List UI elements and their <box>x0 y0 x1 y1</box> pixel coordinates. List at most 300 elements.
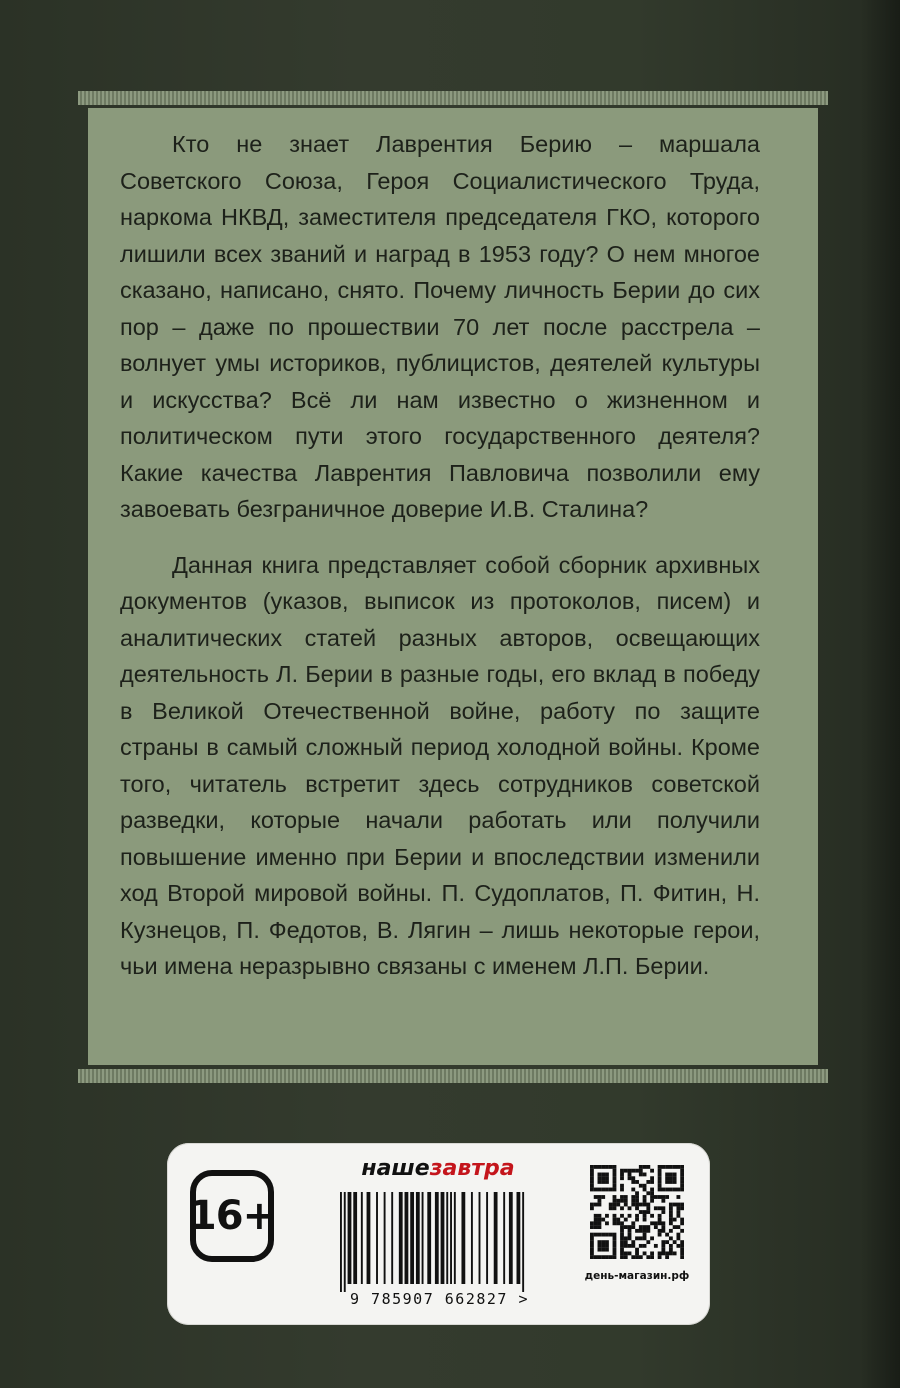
qr-module <box>646 1255 650 1259</box>
qr-module <box>613 1244 617 1248</box>
qr-module <box>658 1195 662 1199</box>
publisher-logo-part2: завтра <box>429 1156 515 1181</box>
qr-module <box>661 1199 665 1203</box>
qr-module <box>594 1255 598 1259</box>
qr-module <box>613 1236 617 1240</box>
qr-module <box>631 1176 635 1180</box>
qr-module <box>669 1206 673 1210</box>
qr-module <box>680 1169 684 1173</box>
qr-module <box>646 1210 650 1214</box>
qr-module <box>635 1169 639 1173</box>
qr-module <box>676 1236 680 1240</box>
qr-module <box>669 1176 673 1180</box>
qr-module <box>650 1251 654 1255</box>
qr-module <box>669 1229 673 1233</box>
barcode-bar <box>494 1192 498 1284</box>
website-url: день-магазин.рф <box>584 1270 690 1282</box>
qr-module <box>635 1255 639 1259</box>
barcode-bar <box>479 1192 481 1284</box>
qr-module <box>598 1165 602 1169</box>
qr-module <box>658 1206 662 1210</box>
qr-module <box>613 1255 617 1259</box>
barcode-bar <box>416 1192 420 1284</box>
qr-module <box>590 1203 594 1207</box>
qr-module <box>643 1184 647 1188</box>
qr-module <box>661 1229 665 1233</box>
qr-module <box>631 1195 635 1199</box>
qr-module <box>680 1221 684 1225</box>
qr-module <box>665 1255 669 1259</box>
qr-module <box>590 1176 594 1180</box>
qr-module <box>665 1188 669 1192</box>
qr-module <box>605 1244 609 1248</box>
qr-module <box>631 1221 635 1225</box>
qr-module <box>635 1191 639 1195</box>
barcode-bar <box>399 1192 403 1284</box>
barcode-bar <box>384 1192 386 1284</box>
qr-module <box>650 1236 654 1240</box>
qr-module <box>605 1221 609 1225</box>
qr-module <box>665 1176 669 1180</box>
qr-module <box>646 1180 650 1184</box>
qr-module <box>650 1199 654 1203</box>
qr-module <box>605 1214 609 1218</box>
qr-module <box>676 1203 680 1207</box>
qr-module <box>605 1240 609 1244</box>
qr-module <box>620 1233 624 1237</box>
qr-module <box>624 1255 628 1259</box>
qr-module <box>661 1195 665 1199</box>
age-rating-badge: 16+ <box>190 1170 274 1262</box>
qr-module <box>620 1214 624 1218</box>
qr-module <box>590 1251 594 1255</box>
qr-module <box>680 1203 684 1207</box>
qr-module <box>624 1195 628 1199</box>
qr-module <box>658 1169 662 1173</box>
qr-module <box>669 1236 673 1240</box>
qr-module <box>594 1165 598 1169</box>
qr-module <box>590 1206 594 1210</box>
qr-module <box>650 1255 654 1259</box>
qr-module <box>620 1251 624 1255</box>
qr-module <box>598 1180 602 1184</box>
qr-module <box>635 1180 639 1184</box>
qr-module <box>605 1233 609 1237</box>
qr-module <box>613 1199 617 1203</box>
qr-module <box>673 1188 677 1192</box>
qr-module <box>658 1255 662 1259</box>
qr-module <box>665 1240 669 1244</box>
qr-module <box>643 1199 647 1203</box>
qr-module <box>628 1229 632 1233</box>
qr-module <box>598 1195 602 1199</box>
qr-module <box>620 1244 624 1248</box>
qr-module <box>594 1218 598 1222</box>
qr-module <box>598 1244 602 1248</box>
qr-module <box>658 1251 662 1255</box>
qr-module <box>590 1184 594 1188</box>
qr-module <box>646 1203 650 1207</box>
qr-module <box>650 1221 654 1225</box>
qr-module <box>654 1225 658 1229</box>
qr-module <box>628 1225 632 1229</box>
barcode-bar <box>376 1192 378 1284</box>
qr-module <box>598 1203 602 1207</box>
qr-module <box>613 1169 617 1173</box>
qr-module <box>601 1248 605 1252</box>
qr-module <box>620 1195 624 1199</box>
qr-module <box>661 1240 665 1244</box>
qr-module <box>590 1244 594 1248</box>
barcode-bar <box>486 1192 488 1284</box>
barcode-bar <box>446 1192 448 1284</box>
qr-module <box>665 1173 669 1177</box>
qr-module <box>598 1218 602 1222</box>
qr-module <box>609 1233 613 1237</box>
qr-module <box>680 1251 684 1255</box>
qr-module <box>631 1199 635 1203</box>
qr-module <box>598 1248 602 1252</box>
barcode-bar <box>450 1192 452 1284</box>
qr-module <box>620 1225 624 1229</box>
qr-module <box>598 1225 602 1229</box>
qr-module <box>635 1251 639 1255</box>
barcode-bar <box>391 1192 393 1284</box>
qr-module <box>661 1244 665 1248</box>
qr-module <box>639 1165 643 1169</box>
qr-module <box>601 1233 605 1237</box>
qr-module <box>598 1173 602 1177</box>
qr-module <box>620 1240 624 1244</box>
barcode-bar <box>427 1192 431 1284</box>
qr-module <box>669 1251 673 1255</box>
qr-module <box>669 1221 673 1225</box>
qr-module <box>639 1173 643 1177</box>
barcode-bar <box>503 1192 505 1284</box>
qr-module <box>643 1214 647 1218</box>
qr-module <box>643 1233 647 1237</box>
barcode-bar <box>422 1192 424 1284</box>
qr-module <box>613 1173 617 1177</box>
qr-module <box>594 1233 598 1237</box>
qr-module <box>639 1236 643 1240</box>
qr-module <box>631 1188 635 1192</box>
qr-module <box>673 1173 677 1177</box>
qr-module <box>628 1244 632 1248</box>
qr-module <box>680 1206 684 1210</box>
qr-module <box>605 1180 609 1184</box>
qr-module <box>624 1251 628 1255</box>
qr-module <box>590 1236 594 1240</box>
barcode-bar <box>361 1192 363 1284</box>
qr-module <box>639 1169 643 1173</box>
qr-module <box>661 1248 665 1252</box>
qr-module <box>613 1188 617 1192</box>
qr-module <box>661 1225 665 1229</box>
qr-module <box>620 1188 624 1192</box>
qr-module <box>598 1255 602 1259</box>
qr-module <box>650 1188 654 1192</box>
barcode-bar <box>454 1192 456 1284</box>
qr-module <box>620 1176 624 1180</box>
qr-module <box>605 1176 609 1180</box>
qr-module <box>624 1236 628 1240</box>
qr-module <box>620 1169 624 1173</box>
qr-module <box>639 1210 643 1214</box>
qr-module <box>628 1251 632 1255</box>
qr-module <box>631 1225 635 1229</box>
qr-module <box>613 1251 617 1255</box>
qr-module <box>635 1236 639 1240</box>
qr-module <box>613 1218 617 1222</box>
qr-module <box>631 1240 635 1244</box>
qr-module <box>661 1206 665 1210</box>
barcode-bar <box>441 1192 445 1284</box>
qr-module <box>643 1251 647 1255</box>
qr-module <box>650 1214 654 1218</box>
qr-module <box>646 1240 650 1244</box>
qr-module <box>673 1165 677 1169</box>
qr-module <box>613 1203 617 1207</box>
qr-module <box>643 1218 647 1222</box>
qr-module <box>639 1244 643 1248</box>
qr-module <box>673 1240 677 1244</box>
qr-module <box>613 1165 617 1169</box>
qr-code-icon <box>590 1165 684 1259</box>
qr-module <box>613 1248 617 1252</box>
qr-module <box>601 1195 605 1199</box>
qr-module <box>658 1173 662 1177</box>
qr-module <box>680 1240 684 1244</box>
qr-module <box>669 1203 673 1207</box>
qr-module <box>639 1229 643 1233</box>
qr-module <box>620 1248 624 1252</box>
qr-module <box>624 1240 628 1244</box>
qr-module <box>620 1229 624 1233</box>
qr-module <box>639 1255 643 1259</box>
qr-module <box>669 1248 673 1252</box>
qr-module <box>676 1214 680 1218</box>
barcode-bar <box>522 1192 524 1292</box>
qr-module <box>676 1233 680 1237</box>
qr-module <box>590 1165 594 1169</box>
qr-module <box>676 1210 680 1214</box>
qr-module <box>669 1214 673 1218</box>
qr-module <box>624 1225 628 1229</box>
qr-module <box>639 1225 643 1229</box>
qr-module <box>654 1244 658 1248</box>
isbn-number: 9 785907 662827 > <box>350 1290 530 1308</box>
qr-module <box>650 1195 654 1199</box>
cover-edge-shadow <box>860 0 900 1388</box>
barcode-icon <box>340 1192 526 1298</box>
qr-module <box>594 1188 598 1192</box>
qr-module <box>613 1240 617 1244</box>
qr-module <box>590 1221 594 1225</box>
qr-module <box>605 1248 609 1252</box>
qr-module <box>669 1165 673 1169</box>
qr-module <box>601 1173 605 1177</box>
qr-module <box>643 1203 647 1207</box>
qr-module <box>661 1251 665 1255</box>
barcode-bar <box>517 1192 521 1284</box>
qr-module <box>601 1188 605 1192</box>
qr-module <box>624 1169 628 1173</box>
qr-module <box>658 1214 662 1218</box>
qr-module <box>609 1255 613 1259</box>
qr-module <box>601 1218 605 1222</box>
qr-module <box>605 1188 609 1192</box>
qr-module <box>613 1206 617 1210</box>
qr-module <box>601 1165 605 1169</box>
qr-module <box>665 1195 669 1199</box>
qr-module <box>643 1195 647 1199</box>
qr-module <box>669 1244 673 1248</box>
barcode-bar <box>353 1192 357 1284</box>
qr-module <box>654 1221 658 1225</box>
qr-module <box>680 1176 684 1180</box>
qr-module <box>680 1165 684 1169</box>
qr-module <box>646 1229 650 1233</box>
qr-module <box>661 1210 665 1214</box>
qr-module <box>609 1206 613 1210</box>
qr-module <box>680 1184 684 1188</box>
qr-module <box>590 1180 594 1184</box>
qr-module <box>665 1251 669 1255</box>
qr-module <box>669 1180 673 1184</box>
qr-module <box>601 1244 605 1248</box>
qr-module <box>613 1195 617 1199</box>
qr-module <box>590 1225 594 1229</box>
qr-module <box>658 1233 662 1237</box>
qr-module <box>673 1180 677 1184</box>
decorative-rule-top <box>78 91 828 105</box>
qr-module <box>616 1203 620 1207</box>
qr-module <box>620 1221 624 1225</box>
publisher-logo-part1: наше <box>361 1156 430 1181</box>
qr-module <box>658 1229 662 1233</box>
qr-module <box>624 1218 628 1222</box>
qr-module <box>680 1248 684 1252</box>
qr-module <box>676 1206 680 1210</box>
qr-module <box>620 1255 624 1259</box>
qr-module <box>680 1218 684 1222</box>
qr-module <box>669 1218 673 1222</box>
qr-module <box>598 1176 602 1180</box>
qr-module <box>594 1203 598 1207</box>
qr-module <box>594 1195 598 1199</box>
qr-module <box>650 1191 654 1195</box>
qr-module <box>598 1214 602 1218</box>
qr-module <box>631 1203 635 1207</box>
barcode-bar <box>348 1192 352 1284</box>
qr-module <box>590 1255 594 1259</box>
qr-module <box>654 1206 658 1210</box>
qr-module <box>654 1195 658 1199</box>
qr-module <box>643 1173 647 1177</box>
qr-module <box>658 1180 662 1184</box>
barcode-bar <box>471 1192 473 1284</box>
qr-module <box>676 1165 680 1169</box>
qr-module <box>620 1236 624 1240</box>
qr-module <box>665 1233 669 1237</box>
qr-module <box>643 1210 647 1214</box>
qr-module <box>650 1176 654 1180</box>
qr-module <box>635 1229 639 1233</box>
qr-module <box>598 1221 602 1225</box>
qr-module <box>598 1199 602 1203</box>
qr-module <box>601 1240 605 1244</box>
qr-module <box>635 1214 639 1218</box>
qr-module <box>643 1225 647 1229</box>
qr-module <box>620 1199 624 1203</box>
qr-module <box>673 1176 677 1180</box>
qr-module <box>643 1165 647 1169</box>
qr-module <box>624 1203 628 1207</box>
qr-module <box>590 1240 594 1244</box>
publisher-logo <box>338 1156 538 1184</box>
qr-module <box>594 1214 598 1218</box>
qr-module <box>658 1218 662 1222</box>
qr-module <box>635 1195 639 1199</box>
qr-module <box>620 1206 624 1210</box>
qr-module <box>639 1184 643 1188</box>
qr-module <box>631 1255 635 1259</box>
qr-module <box>676 1225 680 1229</box>
qr-module <box>590 1188 594 1192</box>
qr-module <box>616 1221 620 1225</box>
qr-module <box>643 1229 647 1233</box>
qr-module <box>680 1229 684 1233</box>
qr-module <box>624 1244 628 1248</box>
qr-module <box>643 1236 647 1240</box>
annotation-text <box>120 126 760 985</box>
qr-module <box>661 1188 665 1192</box>
qr-module <box>601 1255 605 1259</box>
qr-module <box>590 1173 594 1177</box>
barcode-bar <box>367 1192 371 1284</box>
qr-module <box>669 1210 673 1214</box>
qr-module <box>624 1199 628 1203</box>
qr-module <box>594 1221 598 1225</box>
qr-module <box>646 1191 650 1195</box>
qr-module <box>635 1218 639 1222</box>
qr-module <box>609 1188 613 1192</box>
barcode-bar <box>340 1192 342 1292</box>
qr-module <box>613 1221 617 1225</box>
qr-module <box>616 1218 620 1222</box>
qr-module <box>620 1184 624 1188</box>
qr-module <box>676 1188 680 1192</box>
qr-module <box>605 1173 609 1177</box>
qr-module <box>590 1169 594 1173</box>
qr-module <box>658 1165 662 1169</box>
qr-module <box>643 1188 647 1192</box>
qr-module <box>680 1244 684 1248</box>
qr-module <box>658 1188 662 1192</box>
qr-module <box>661 1165 665 1169</box>
qr-module <box>635 1199 639 1203</box>
qr-module <box>658 1184 662 1188</box>
qr-module <box>598 1188 602 1192</box>
qr-module <box>639 1203 643 1207</box>
barcode-bar <box>435 1192 439 1284</box>
qr-module <box>680 1188 684 1192</box>
qr-module <box>613 1176 617 1180</box>
qr-module <box>646 1165 650 1169</box>
qr-module <box>673 1225 677 1229</box>
qr-module <box>616 1199 620 1203</box>
